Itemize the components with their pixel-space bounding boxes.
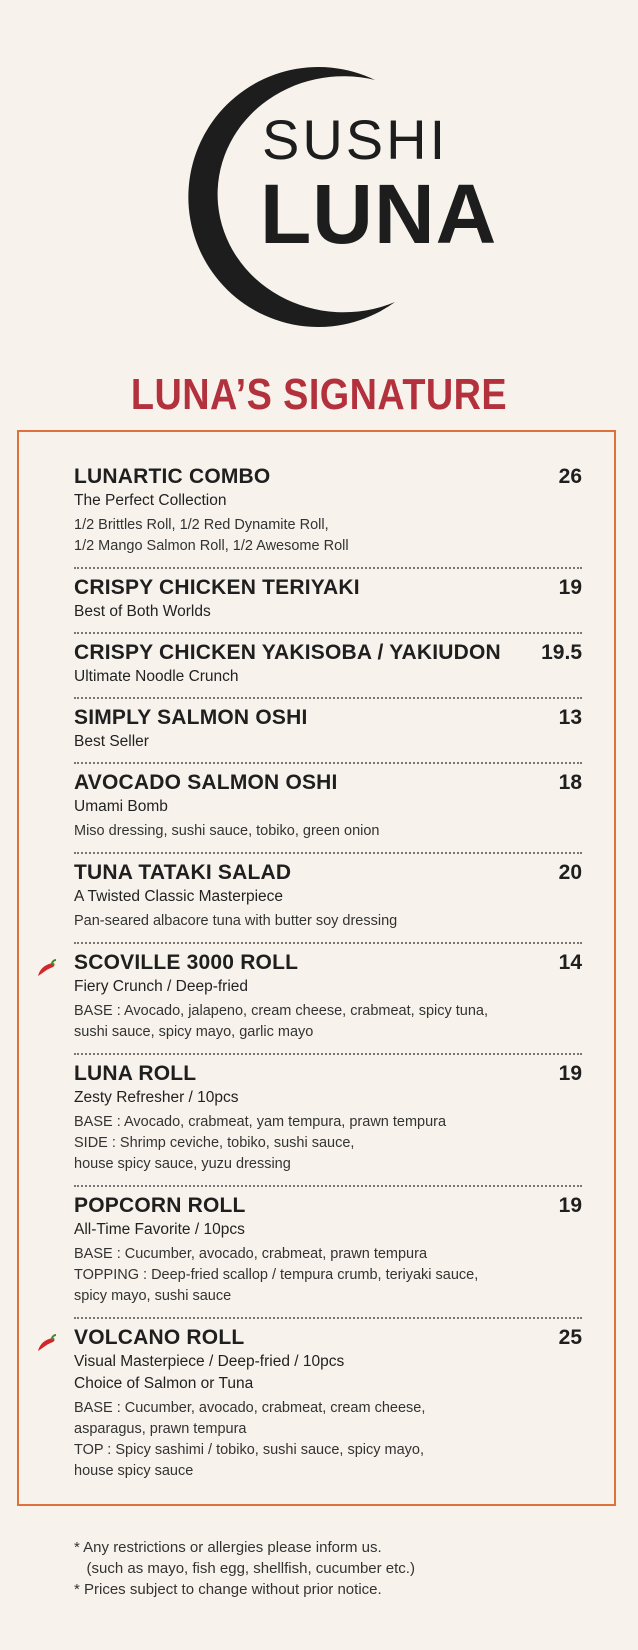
description-line: 1/2 Mango Salmon Roll, 1/2 Awesome Roll: [74, 538, 349, 554]
menu-item-description: [74, 911, 582, 932]
menu-item-description: [74, 1398, 582, 1482]
menu-item-price: 19.5: [541, 641, 582, 664]
menu-item-price: 14: [558, 951, 582, 974]
menu-item-name: VOLCANO ROLL: [74, 1326, 245, 1349]
menu-item-header: [74, 771, 582, 795]
menu-item-header: [74, 706, 582, 730]
menu-item-subtitle: Visual Masterpiece / Deep-fried / 10pcs: [74, 1353, 345, 1370]
menu-item-price: 26: [558, 465, 582, 488]
menu-item-subtitle: Best of Both Worlds: [74, 603, 211, 620]
menu-item-price: 13: [558, 706, 582, 729]
description-line: house spicy sauce, yuzu dressing: [74, 1156, 291, 1172]
menu-item: [74, 942, 582, 1053]
menu-item-name: LUNARTIC COMBO: [74, 465, 271, 488]
description-line: Miso dressing, sushi sauce, tobiko, green onion: [74, 823, 380, 839]
menu-item-name: CRISPY CHICKEN TERIYAKI: [74, 576, 360, 599]
menu-item: [74, 852, 582, 942]
menu-item-price: 25: [558, 1326, 582, 1349]
menu-item-name: SIMPLY SALMON OSHI: [74, 706, 308, 729]
menu-item-header: [74, 641, 582, 665]
chili-pepper-icon: [34, 956, 58, 980]
menu-item-description: [74, 515, 582, 557]
description-line: sushi sauce, spicy mayo, garlic mayo: [74, 1024, 314, 1040]
menu-item-subtitle: Umami Bomb: [74, 798, 168, 815]
menu-item-subtitle: Ultimate Noodle Crunch: [74, 668, 239, 685]
menu-item: [74, 1317, 582, 1492]
menu-item: [74, 632, 582, 697]
brand-line2: LUNA: [260, 167, 498, 261]
menu-item-subtitle: Zesty Refresher / 10pcs: [74, 1089, 239, 1106]
menu-item-subtitle: The Perfect Collection: [74, 492, 227, 509]
description-line: TOP : Spicy sashimi / tobiko, sushi sauce, spicy mayo,: [74, 1442, 425, 1458]
chili-pepper-icon: [34, 1331, 58, 1355]
section-title: LUNA’S SIGNATURE: [130, 370, 508, 419]
description-line: BASE : Avocado, jalapeno, cream cheese, crabmeat, spicy tuna,: [74, 1003, 489, 1019]
brand-logo: [0, 0, 638, 340]
menu-item-description: [74, 1001, 582, 1043]
menu-item: [74, 567, 582, 632]
footer-line: * Any restrictions or allergies please inform us.: [74, 1539, 382, 1556]
description-line: asparagus, prawn tempura: [74, 1421, 247, 1437]
menu-item-header: [74, 1326, 582, 1350]
menu-item-name: CRISPY CHICKEN YAKISOBA / YAKIUDON: [74, 641, 501, 664]
description-line: Pan-seared albacore tuna with butter soy dressing: [74, 913, 398, 929]
brand-line1: SUSHI: [262, 108, 449, 171]
menu-item-header: [74, 951, 582, 975]
menu-items: [74, 465, 582, 1492]
description-line: BASE : Cucumber, avocado, crabmeat, cream cheese,: [74, 1400, 426, 1416]
menu-item-price: 19: [558, 1062, 582, 1085]
menu-item: [74, 1185, 582, 1317]
description-line: TOPPING : Deep-fried scallop / tempura crumb, teriyaki sauce,: [74, 1267, 479, 1283]
menu-item-price: 19: [558, 576, 582, 599]
menu-item-name: SCOVILLE 3000 ROLL: [74, 951, 299, 974]
menu-item: [74, 465, 582, 567]
menu-item-subtitle: A Twisted Classic Masterpiece: [74, 888, 284, 905]
footer-line: (such as mayo, fish egg, shellfish, cucumber etc.): [74, 1560, 415, 1577]
menu-item-header: [74, 576, 582, 600]
menu-item-header: [74, 1062, 582, 1086]
menu-item-price: 20: [558, 861, 582, 884]
menu-item-name: LUNA ROLL: [74, 1062, 197, 1085]
menu-item-price: 19: [558, 1194, 582, 1217]
description-line: SIDE : Shrimp ceviche, tobiko, sushi sauce,: [74, 1135, 355, 1151]
menu-item-subtitle: Best Seller: [74, 733, 149, 750]
menu-item-header: [74, 1194, 582, 1218]
description-line: BASE : Avocado, crabmeat, yam tempura, prawn tempura: [74, 1114, 447, 1130]
menu-item-subtitle: All-Time Favorite / 10pcs: [74, 1221, 245, 1238]
menu-item-name: TUNA TATAKI SALAD: [74, 861, 292, 884]
menu-item: [74, 762, 582, 852]
footer-notes: [74, 1537, 574, 1600]
menu-item-header: [74, 465, 582, 489]
menu-item: [74, 697, 582, 762]
menu-item-name: POPCORN ROLL: [74, 1194, 246, 1217]
menu-item: [74, 1053, 582, 1185]
description-line: spicy mayo, sushi sauce: [74, 1288, 232, 1304]
description-line: 1/2 Brittles Roll, 1/2 Red Dynamite Roll,: [74, 517, 329, 533]
footer-line: * Prices subject to change without prior notice.: [74, 1581, 382, 1598]
description-line: BASE : Cucumber, avocado, crabmeat, prawn tempura: [74, 1246, 428, 1262]
description-line: house spicy sauce: [74, 1463, 194, 1479]
menu-item-header: [74, 861, 582, 885]
menu-item-description: [74, 821, 582, 842]
menu-item-price: 18: [558, 771, 582, 794]
menu-item-description: [74, 1244, 582, 1307]
menu-item-subtitle-2: Choice of Salmon or Tuna: [74, 1375, 254, 1392]
menu-item-description: [74, 1112, 582, 1175]
menu-item-subtitle: Fiery Crunch / Deep-fried: [74, 978, 249, 995]
menu-item-name: AVOCADO SALMON OSHI: [74, 771, 338, 794]
